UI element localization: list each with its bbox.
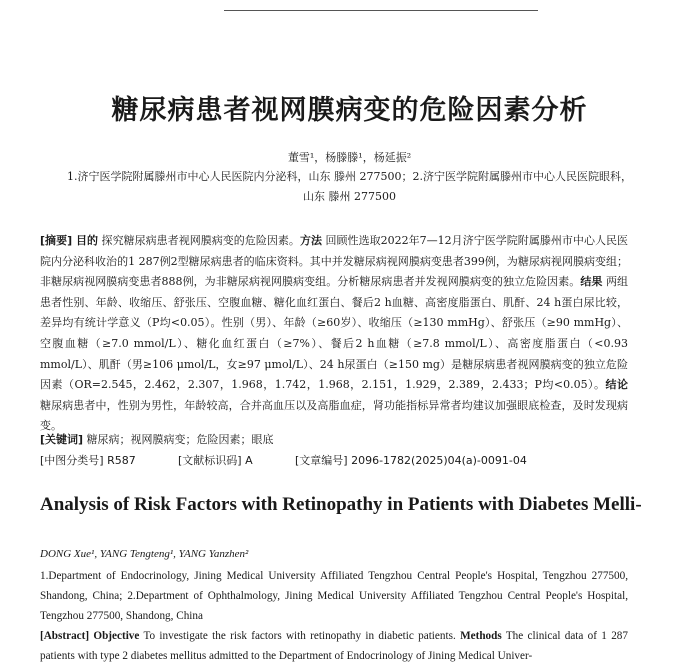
en-abstract-label: [Abstract] Objective [40,630,140,642]
document-code: [文献标识码] A [178,454,253,467]
chinese-abstract [40,231,628,437]
abstract-purpose: 探究糖尿病患者视网膜病变的危险因素。 [101,234,300,247]
keywords-label: [关键词] [40,433,84,446]
article-number: [文章编号] 2096-1782(2025)04(a)-0091-04 [295,454,527,467]
abstract-label: [摘要] 目的 [40,234,99,247]
en-methods-label: Methods [460,630,502,642]
author-list: 董雪¹，杨滕滕¹，杨延振² [287,151,412,164]
keywords-text: 糖尿病；视网膜病变；危险因素；眼底 [86,433,274,446]
en-abstract-methods: The clinical data of 1 287 patients with type 2 diabetes mellitus admitted to the Department of Endocrinology of Jining Medical Univer- [40,630,628,662]
abstract-conclusion: 糖尿病患者中，性别为男性，年龄较高，合并高血压以及高脂血症，肾功能指标异常者均建议加强眼底检查，及时发现病变。 [40,398,628,433]
english-abstract [40,626,628,666]
en-abstract-purpose: To investigate the risk factors with retinopathy in diabetic patients. [143,630,456,642]
english-authors: DONG Xue¹, YANG Tengteng¹, YANG Yanzhen² [40,548,249,560]
abstract-results: 两组患者性别、年龄、收缩压、舒张压、空腹血糖、糖化血红蛋白、餐后2 h血糖、高密度脂蛋白、肌酐、24 h蛋白尿比较，差异均有统计学意义（P均<0.05）。性别（男）、年龄（≥60岁）、收缩压（≥130 mmHg）、舒张压（≥90 mmHg）、空腹血糖（≥7.0 mmol/L）、糖化血红蛋白（≥7%）、餐后2 h血糖（≥7.8 mmol/L）、高密度脂蛋白（<0.93 mmol/L）、肌酐（男≥106 μmol/L，女≥97 μmol/L）、24 h尿蛋白（≥150 mg）是糖尿病患者视网膜病变的独立危险因素（OR=2.545，2.462，2.307，1.968，1.742，1.968，2.151，1.929，2.389，2.433；P均<0.05）。 [40,275,629,392]
results-label: 结果 [580,275,603,289]
english-affiliation: 1.Department of Endocrinology, Jining Medical University Affiliated Tengzhou Central People's Hospital, Tengzhou 277500, Shandong, China; 2.Department of Ophthalmology, Jining Medical University Affiliated Tengzhou Central People's Hospital, Tengzhou 277500, Shandong, China [40,570,628,622]
affiliation-line-1: 1.济宁医学院附属滕州市中心人民医院内分泌科，山东 滕州 277500；2.济宁医学院附属滕州市中心人民医院眼科， [67,170,632,183]
header-rule [224,10,538,11]
keywords [40,430,628,451]
article-title: 糖尿病患者视网膜病变的危险因素分析 [111,95,588,126]
abstract-methods: 回顾性选取2022年7—12月济宁医学院附属滕州市中心人民医院内分泌科收治的1 287例2型糖尿病患者的临床资料。其中并发糖尿病视网膜病变患者399例，为糖尿病视网膜病变组；非糖尿病视网膜病变患者888例，为非糖尿病视网膜病变组。分析糖尿病患者并发视网膜病变的独立危险因素。 [40,234,629,289]
clc-number: [中图分类号] R587 [40,454,136,467]
conclusion-label: 结论 [605,378,628,392]
affiliation-line-2: 山东 滕州 277500 [303,190,396,203]
english-title: Analysis of Risk Factors with Retinopathy in Patients with Diabetes Melli- [40,494,642,515]
methods-label: 方法 [299,234,322,247]
